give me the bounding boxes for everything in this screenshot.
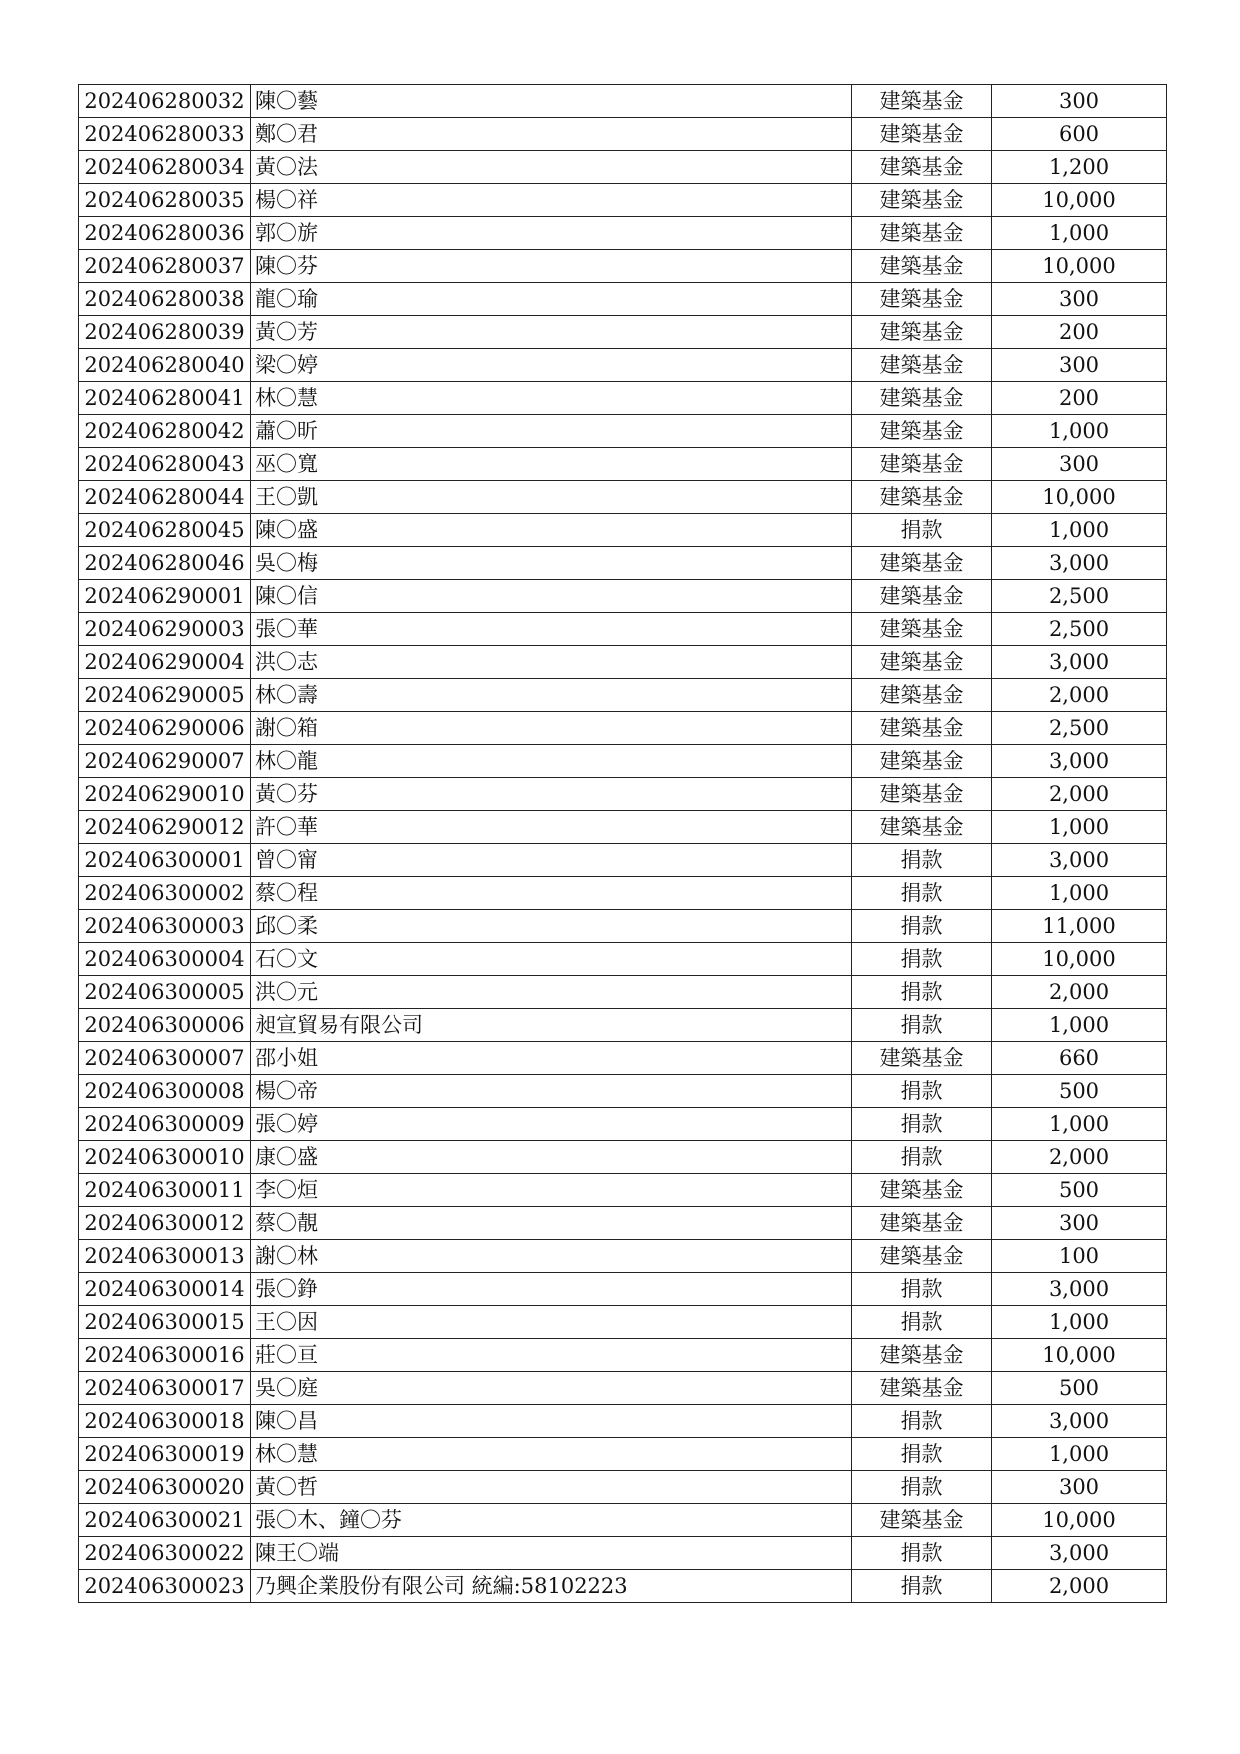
table-row — [79, 415, 1167, 448]
receipt-id-cell: 202406290006 — [79, 712, 251, 745]
receipt-id-cell: 202406300022 — [79, 1537, 251, 1570]
receipt-id-cell: 202406300003 — [79, 910, 251, 943]
donor-name-cell: 梁〇婷 — [251, 349, 852, 382]
amount-cell: 300 — [992, 283, 1167, 316]
table-row — [79, 976, 1167, 1009]
amount-cell: 2,000 — [992, 1141, 1167, 1174]
table-row — [79, 1042, 1167, 1075]
receipt-id-cell: 202406300014 — [79, 1273, 251, 1306]
amount-cell: 10,000 — [992, 481, 1167, 514]
donor-name-cell: 康〇盛 — [251, 1141, 852, 1174]
table-row — [79, 943, 1167, 976]
table-row — [79, 1108, 1167, 1141]
amount-cell: 100 — [992, 1240, 1167, 1273]
donation-type-cell: 捐款 — [852, 976, 992, 1009]
table-row — [79, 1504, 1167, 1537]
table-row — [79, 580, 1167, 613]
receipt-id-cell: 202406280033 — [79, 118, 251, 151]
donation-type-cell: 建築基金 — [852, 646, 992, 679]
amount-cell: 500 — [992, 1372, 1167, 1405]
donor-name-cell: 龍〇瑜 — [251, 283, 852, 316]
receipt-id-cell: 202406280040 — [79, 349, 251, 382]
ledger-body — [79, 85, 1167, 1603]
donation-type-cell: 捐款 — [852, 910, 992, 943]
amount-cell: 2,000 — [992, 976, 1167, 1009]
table-row — [79, 745, 1167, 778]
receipt-id-cell: 202406280046 — [79, 547, 251, 580]
donor-name-cell: 謝〇林 — [251, 1240, 852, 1273]
donation-type-cell: 捐款 — [852, 844, 992, 877]
donor-name-cell: 陳〇昌 — [251, 1405, 852, 1438]
table-row — [79, 1438, 1167, 1471]
amount-cell: 2,500 — [992, 712, 1167, 745]
amount-cell: 1,000 — [992, 877, 1167, 910]
donation-type-cell: 捐款 — [852, 1471, 992, 1504]
donation-type-cell: 建築基金 — [852, 1207, 992, 1240]
donation-type-cell: 建築基金 — [852, 580, 992, 613]
amount-cell: 300 — [992, 349, 1167, 382]
amount-cell: 2,000 — [992, 778, 1167, 811]
donor-name-cell: 陳王〇端 — [251, 1537, 852, 1570]
amount-cell: 2,500 — [992, 613, 1167, 646]
receipt-id-cell: 202406290001 — [79, 580, 251, 613]
donation-type-cell: 建築基金 — [852, 1240, 992, 1273]
donor-name-cell: 張〇錚 — [251, 1273, 852, 1306]
receipt-id-cell: 202406300006 — [79, 1009, 251, 1042]
amount-cell: 600 — [992, 118, 1167, 151]
donor-name-cell: 昶宣貿易有限公司 — [251, 1009, 852, 1042]
table-row — [79, 1306, 1167, 1339]
donor-name-cell: 洪〇元 — [251, 976, 852, 1009]
table-row — [79, 778, 1167, 811]
amount-cell: 10,000 — [992, 1339, 1167, 1372]
table-row — [79, 85, 1167, 118]
amount-cell: 1,000 — [992, 514, 1167, 547]
amount-cell: 500 — [992, 1075, 1167, 1108]
donor-name-cell: 陳〇盛 — [251, 514, 852, 547]
donation-type-cell: 捐款 — [852, 1273, 992, 1306]
amount-cell: 3,000 — [992, 646, 1167, 679]
donor-name-cell: 楊〇帝 — [251, 1075, 852, 1108]
receipt-id-cell: 202406280039 — [79, 316, 251, 349]
amount-cell: 11,000 — [992, 910, 1167, 943]
donation-type-cell: 建築基金 — [852, 1174, 992, 1207]
donor-name-cell: 郭〇旂 — [251, 217, 852, 250]
table-row — [79, 877, 1167, 910]
table-row — [79, 712, 1167, 745]
donor-name-cell: 吳〇梅 — [251, 547, 852, 580]
donation-type-cell: 建築基金 — [852, 547, 992, 580]
donor-name-cell: 陳〇藝 — [251, 85, 852, 118]
table-row — [79, 1273, 1167, 1306]
amount-cell: 3,000 — [992, 547, 1167, 580]
receipt-id-cell: 202406300019 — [79, 1438, 251, 1471]
donor-name-cell: 巫〇寬 — [251, 448, 852, 481]
table-row — [79, 283, 1167, 316]
donation-type-cell: 建築基金 — [852, 151, 992, 184]
receipt-id-cell: 202406280043 — [79, 448, 251, 481]
donation-type-cell: 捐款 — [852, 877, 992, 910]
table-row — [79, 184, 1167, 217]
receipt-id-cell: 202406300021 — [79, 1504, 251, 1537]
donation-type-cell: 建築基金 — [852, 778, 992, 811]
receipt-id-cell: 202406280044 — [79, 481, 251, 514]
receipt-id-cell: 202406300010 — [79, 1141, 251, 1174]
donation-type-cell: 捐款 — [852, 1141, 992, 1174]
table-row — [79, 646, 1167, 679]
amount-cell: 200 — [992, 316, 1167, 349]
donation-type-cell: 建築基金 — [852, 415, 992, 448]
receipt-id-cell: 202406300002 — [79, 877, 251, 910]
donor-name-cell: 林〇龍 — [251, 745, 852, 778]
receipt-id-cell: 202406300011 — [79, 1174, 251, 1207]
table-row — [79, 910, 1167, 943]
donor-name-cell: 張〇婷 — [251, 1108, 852, 1141]
receipt-id-cell: 202406280041 — [79, 382, 251, 415]
donation-type-cell: 建築基金 — [852, 316, 992, 349]
amount-cell: 3,000 — [992, 1405, 1167, 1438]
table-row — [79, 118, 1167, 151]
donor-name-cell: 曾〇甯 — [251, 844, 852, 877]
receipt-id-cell: 202406300005 — [79, 976, 251, 1009]
amount-cell: 3,000 — [992, 1537, 1167, 1570]
table-row — [79, 349, 1167, 382]
donation-type-cell: 建築基金 — [852, 217, 992, 250]
receipt-id-cell: 202406280045 — [79, 514, 251, 547]
amount-cell: 300 — [992, 1207, 1167, 1240]
amount-cell: 1,000 — [992, 1009, 1167, 1042]
amount-cell: 1,000 — [992, 1306, 1167, 1339]
amount-cell: 10,000 — [992, 943, 1167, 976]
donor-name-cell: 陳〇芬 — [251, 250, 852, 283]
table-row — [79, 217, 1167, 250]
donation-type-cell: 建築基金 — [852, 811, 992, 844]
amount-cell: 1,200 — [992, 151, 1167, 184]
donation-type-cell: 捐款 — [852, 1405, 992, 1438]
donor-name-cell: 林〇壽 — [251, 679, 852, 712]
receipt-id-cell: 202406300007 — [79, 1042, 251, 1075]
table-row — [79, 1174, 1167, 1207]
donation-type-cell: 建築基金 — [852, 481, 992, 514]
table-row — [79, 1339, 1167, 1372]
table-row — [79, 481, 1167, 514]
donor-name-cell: 黃〇哲 — [251, 1471, 852, 1504]
donation-type-cell: 捐款 — [852, 943, 992, 976]
receipt-id-cell: 202406290005 — [79, 679, 251, 712]
donation-type-cell: 建築基金 — [852, 184, 992, 217]
receipt-id-cell: 202406300013 — [79, 1240, 251, 1273]
amount-cell: 3,000 — [992, 844, 1167, 877]
amount-cell: 10,000 — [992, 184, 1167, 217]
donor-name-cell: 蕭〇昕 — [251, 415, 852, 448]
receipt-id-cell: 202406300001 — [79, 844, 251, 877]
donor-name-cell: 黃〇芳 — [251, 316, 852, 349]
donor-name-cell: 王〇因 — [251, 1306, 852, 1339]
amount-cell: 3,000 — [992, 1273, 1167, 1306]
donation-type-cell: 建築基金 — [852, 1372, 992, 1405]
receipt-id-cell: 202406300012 — [79, 1207, 251, 1240]
receipt-id-cell: 202406300008 — [79, 1075, 251, 1108]
amount-cell: 1,000 — [992, 811, 1167, 844]
donor-name-cell: 張〇木、鐘〇芬 — [251, 1504, 852, 1537]
amount-cell: 300 — [992, 85, 1167, 118]
table-row — [79, 382, 1167, 415]
receipt-id-cell: 202406290004 — [79, 646, 251, 679]
table-row — [79, 514, 1167, 547]
donation-ledger-table — [78, 84, 1167, 1603]
donation-type-cell: 建築基金 — [852, 1504, 992, 1537]
amount-cell: 10,000 — [992, 250, 1167, 283]
receipt-id-cell: 202406290003 — [79, 613, 251, 646]
table-row — [79, 1372, 1167, 1405]
amount-cell: 10,000 — [992, 1504, 1167, 1537]
table-row — [79, 1207, 1167, 1240]
donor-name-cell: 陳〇信 — [251, 580, 852, 613]
donor-name-cell: 楊〇祥 — [251, 184, 852, 217]
amount-cell: 500 — [992, 1174, 1167, 1207]
donation-type-cell: 建築基金 — [852, 85, 992, 118]
donation-type-cell: 捐款 — [852, 1108, 992, 1141]
amount-cell: 1,000 — [992, 217, 1167, 250]
donation-type-cell: 建築基金 — [852, 1339, 992, 1372]
receipt-id-cell: 202406290007 — [79, 745, 251, 778]
table-row — [79, 1075, 1167, 1108]
table-row — [79, 151, 1167, 184]
receipt-id-cell: 202406280034 — [79, 151, 251, 184]
donation-type-cell: 建築基金 — [852, 745, 992, 778]
table-row — [79, 250, 1167, 283]
receipt-id-cell: 202406300009 — [79, 1108, 251, 1141]
amount-cell: 200 — [992, 382, 1167, 415]
table-row — [79, 1405, 1167, 1438]
donation-type-cell: 建築基金 — [852, 613, 992, 646]
amount-cell: 1,000 — [992, 1438, 1167, 1471]
amount-cell: 2,500 — [992, 580, 1167, 613]
donation-type-cell: 建築基金 — [852, 448, 992, 481]
amount-cell: 2,000 — [992, 679, 1167, 712]
table-row — [79, 1537, 1167, 1570]
donation-type-cell: 建築基金 — [852, 349, 992, 382]
amount-cell: 2,000 — [992, 1570, 1167, 1603]
donor-name-cell: 林〇慧 — [251, 1438, 852, 1471]
donation-type-cell: 捐款 — [852, 1438, 992, 1471]
donor-name-cell: 石〇文 — [251, 943, 852, 976]
amount-cell: 1,000 — [992, 415, 1167, 448]
table-row — [79, 1141, 1167, 1174]
donor-name-cell: 鄭〇君 — [251, 118, 852, 151]
donor-name-cell: 許〇華 — [251, 811, 852, 844]
donation-type-cell: 建築基金 — [852, 250, 992, 283]
donor-name-cell: 吳〇庭 — [251, 1372, 852, 1405]
donor-name-cell: 莊〇亘 — [251, 1339, 852, 1372]
donor-name-cell: 蔡〇靚 — [251, 1207, 852, 1240]
donor-name-cell: 李〇烜 — [251, 1174, 852, 1207]
table-row — [79, 1240, 1167, 1273]
table-row — [79, 679, 1167, 712]
receipt-id-cell: 202406300018 — [79, 1405, 251, 1438]
amount-cell: 3,000 — [992, 745, 1167, 778]
donation-type-cell: 建築基金 — [852, 118, 992, 151]
donor-name-cell: 林〇慧 — [251, 382, 852, 415]
table-row — [79, 844, 1167, 877]
receipt-id-cell: 202406290010 — [79, 778, 251, 811]
donation-type-cell: 捐款 — [852, 1009, 992, 1042]
table-row — [79, 448, 1167, 481]
amount-cell: 300 — [992, 1471, 1167, 1504]
receipt-id-cell: 202406280038 — [79, 283, 251, 316]
receipt-id-cell: 202406300016 — [79, 1339, 251, 1372]
donor-name-cell: 邵小姐 — [251, 1042, 852, 1075]
donation-type-cell: 建築基金 — [852, 283, 992, 316]
receipt-id-cell: 202406300023 — [79, 1570, 251, 1603]
donation-type-cell: 捐款 — [852, 514, 992, 547]
donation-type-cell: 建築基金 — [852, 382, 992, 415]
amount-cell: 300 — [992, 448, 1167, 481]
table-row — [79, 316, 1167, 349]
donation-type-cell: 捐款 — [852, 1537, 992, 1570]
donation-type-cell: 建築基金 — [852, 679, 992, 712]
donor-name-cell: 乃興企業股份有限公司 統編:58102223 — [251, 1570, 852, 1603]
receipt-id-cell: 202406290012 — [79, 811, 251, 844]
receipt-id-cell: 202406300020 — [79, 1471, 251, 1504]
table-row — [79, 547, 1167, 580]
amount-cell: 660 — [992, 1042, 1167, 1075]
receipt-id-cell: 202406300017 — [79, 1372, 251, 1405]
receipt-id-cell: 202406280042 — [79, 415, 251, 448]
donor-name-cell: 張〇華 — [251, 613, 852, 646]
donor-name-cell: 黃〇芬 — [251, 778, 852, 811]
table-row — [79, 1570, 1167, 1603]
donor-name-cell: 蔡〇程 — [251, 877, 852, 910]
table-row — [79, 1471, 1167, 1504]
donor-name-cell: 邱〇柔 — [251, 910, 852, 943]
receipt-id-cell: 202406300004 — [79, 943, 251, 976]
donation-type-cell: 捐款 — [852, 1306, 992, 1339]
donation-type-cell: 捐款 — [852, 1075, 992, 1108]
donor-name-cell: 王〇凱 — [251, 481, 852, 514]
donor-name-cell: 洪〇志 — [251, 646, 852, 679]
receipt-id-cell: 202406300015 — [79, 1306, 251, 1339]
donation-type-cell: 建築基金 — [852, 1042, 992, 1075]
receipt-id-cell: 202406280036 — [79, 217, 251, 250]
table-row — [79, 1009, 1167, 1042]
receipt-id-cell: 202406280037 — [79, 250, 251, 283]
table-row — [79, 811, 1167, 844]
receipt-id-cell: 202406280035 — [79, 184, 251, 217]
receipt-id-cell: 202406280032 — [79, 85, 251, 118]
donor-name-cell: 謝〇箱 — [251, 712, 852, 745]
table-row — [79, 613, 1167, 646]
donation-type-cell: 建築基金 — [852, 712, 992, 745]
donation-type-cell: 捐款 — [852, 1570, 992, 1603]
amount-cell: 1,000 — [992, 1108, 1167, 1141]
donor-name-cell: 黃〇法 — [251, 151, 852, 184]
